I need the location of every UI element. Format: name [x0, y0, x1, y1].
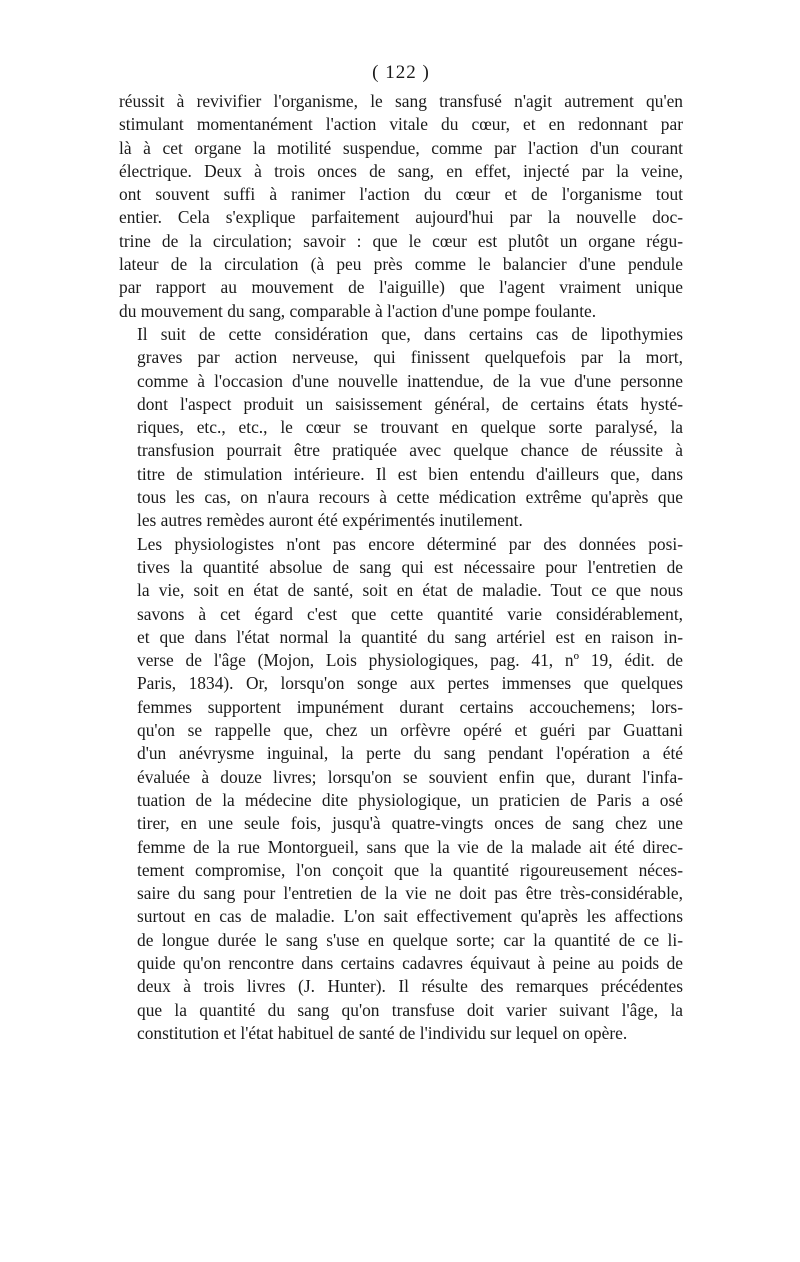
text-line: qu'on se rappelle que, chez un orfèvre opéré et guéri par Guattani: [137, 720, 683, 741]
text-line: tuation de la médecine dite physiologique, un praticien de Paris a osé: [137, 789, 683, 810]
text-line: tement compromise, l'on conçoit que la quantité rigoureusement néces-: [137, 859, 683, 880]
text-line: du mouvement du sang, comparable à l'action d'une pompe foulante.: [119, 300, 597, 321]
text-line: évaluée à douze livres; lorsqu'on se souvient enfin que, durant l'infa-: [137, 766, 683, 787]
text-line: de longue durée le sang s'use en quelque sorte; car la quantité de ce li-: [137, 929, 683, 950]
page-number: ( 122 ): [372, 62, 430, 83]
text-line: tous les cas, on n'aura recours à cette médication extrême qu'après que: [137, 487, 683, 508]
text-line: tives la quantité absolue de sang qui est nécessaire pour l'entretien de: [137, 556, 683, 577]
text-line: la vie, soit en état de santé, soit en état de maladie. Tout ce que nous: [137, 580, 683, 601]
text-line: comme à l'occasion d'une nouvelle inattendue, de la vue d'une personne: [137, 370, 683, 391]
body-text: [119, 90, 683, 1045]
text-line: saire du sang pour l'entretien de la vie ne doit pas être très-considérable,: [137, 883, 683, 904]
text-line: que la quantité du sang qu'on transfuse doit varier suivant l'âge, la: [137, 999, 683, 1020]
text-line: par rapport au mouvement de l'aiguille) que l'agent vraiment unique: [119, 277, 683, 298]
text-line: stimulant momentanément l'action vitale du cœur, et en redonnant par: [119, 114, 683, 135]
text-line: quide qu'on rencontre dans certains cadavres équivaut à peine au poids de: [137, 952, 683, 973]
text-line: Les physiologistes n'ont pas encore déterminé par des données posi-: [137, 533, 683, 554]
text-line: deux à trois livres (J. Hunter). Il résulte des remarques précédentes: [137, 976, 683, 997]
text-line: surtout en cas de maladie. L'on sait effectivement qu'après les affections: [137, 906, 683, 927]
text-line: trine de la circulation; savoir : que le cœur est plutôt un organe régu-: [119, 230, 683, 251]
text-line: électrique. Deux à trois onces de sang, en effet, injecté par la veine,: [119, 160, 683, 181]
text-line: entier. Cela s'explique parfaitement aujourd'hui par la nouvelle doc-: [119, 207, 683, 228]
text-line: Il suit de cette considération que, dans certains cas de lipothymies: [137, 323, 683, 344]
text-line: ont souvent suffi à ranimer l'action du cœur et de l'organisme tout: [119, 184, 683, 205]
text-line: d'un anévrysme inguinal, la perte du sang pendant l'opération a été: [137, 743, 683, 764]
text-line: savons à cet égard c'est que cette quantité varie considérablement,: [137, 603, 683, 624]
text-line: Paris, 1834). Or, lorsqu'on songe aux pertes immenses que quelques: [137, 673, 683, 694]
text-line: constitution et l'état habituel de santé de l'individu sur lequel on opère.: [137, 1022, 628, 1043]
paragraph: [119, 90, 683, 323]
text-line: riques, etc., etc., le cœur se trouvant en quelque sorte paralysé, la: [137, 417, 683, 438]
text-line: réussit à revivifier l'organisme, le sang transfusé n'agit autrement qu'en: [119, 91, 683, 111]
text-line: graves par action nerveuse, qui finissent quelquefois par la mort,: [137, 347, 683, 368]
text-line: transfusion pourrait être pratiquée avec quelque chance de réussite à: [137, 440, 683, 461]
paragraph: [119, 323, 683, 533]
text-line: dont l'aspect produit un saisissement général, de certains états hysté-: [137, 393, 683, 414]
paragraph: [119, 533, 683, 1046]
text-line: lateur de la circulation (à peu près comme le balancier d'une pendule: [119, 254, 683, 275]
text-line: tirer, en une seule fois, jusqu'à quatre-vingts onces de sang chez une: [137, 813, 683, 834]
text-line: là à cet organe la motilité suspendue, comme par l'action d'un courant: [119, 137, 683, 158]
text-line: femme de la rue Montorgueil, sans que la vie de la malade ait été direc-: [137, 836, 683, 857]
text-line: titre de stimulation intérieure. Il est bien entendu d'ailleurs que, dans: [137, 463, 683, 484]
text-line: les autres remèdes auront été expérimentés inutilement.: [137, 510, 523, 531]
text-line: verse de l'âge (Mojon, Lois physiologiques, pag. 41, nº 19, édit. de: [137, 650, 683, 671]
text-line: et que dans l'état normal la quantité du sang artériel est en raison in-: [137, 626, 683, 647]
text-line: femmes supportent impunément durant certains accouchemens; lors-: [137, 696, 683, 717]
book-page: [119, 60, 683, 1045]
